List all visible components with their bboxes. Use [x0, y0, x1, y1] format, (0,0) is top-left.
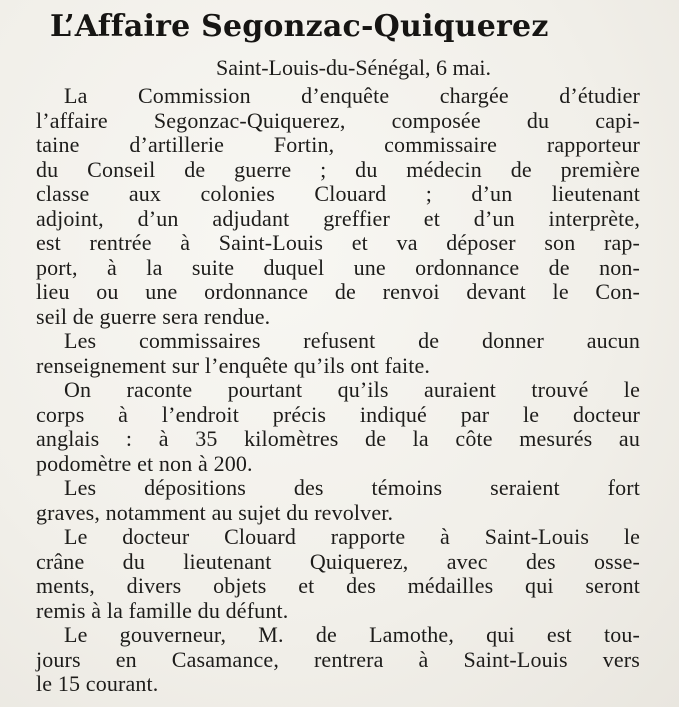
text-line: ments, divers objets et des médailles qui seront [36, 573, 640, 598]
text-line: taine d’artillerie Fortin, commissaire rapporteur [36, 132, 640, 157]
text-line: La Commission d’enquête chargée d’étudier [64, 83, 640, 108]
text-line: corps à l’endroit précis indiqué par le docteur [36, 401, 640, 427]
article-paragraph [36, 623, 640, 697]
text-line: seil de guerre sera rendue. [36, 303, 271, 329]
article-paragraph [36, 476, 640, 525]
text-line: jours en Casamance, rentrera à Saint-Louis vers [36, 646, 640, 672]
text-line: adjoint, d’un adjudant greffier et d’un interprète, [36, 205, 640, 231]
text-line: anglais : à 35 kilomètres de la côte mesurés au [36, 426, 640, 451]
text-line: le 15 courant. [36, 671, 159, 696]
text-line: Le gouverneur, M. de Lamothe, qui est tou- [64, 622, 640, 647]
text-line: Les dépositions des témoins seraient fort [64, 475, 640, 500]
text-line: classe aux colonies Clouard ; d’un lieutenant [36, 181, 640, 206]
text-line: Les commissaires refusent de donner aucun [64, 328, 640, 353]
article-paragraph [36, 84, 640, 329]
article-title: L’Affaire Segonzac-Quiquerez [50, 9, 549, 44]
article-paragraph [36, 525, 640, 623]
article-paragraph [36, 378, 640, 476]
text-line: du Conseil de guerre ; du médecin de première [36, 156, 640, 182]
text-line: remis à la famille du défunt. [36, 597, 289, 623]
text-line: lieu ou une ordonnance de renvoi devant le Con- [36, 279, 640, 304]
article-body [36, 84, 640, 697]
text-line: graves, notamment au sujet du revolver. [36, 499, 394, 525]
article-paragraph [36, 329, 640, 378]
text-line: port, à la suite duquel une ordonnance de non- [36, 254, 640, 280]
text-line: renseignement sur l’enquête qu’ils ont faite. [36, 352, 431, 378]
article-dateline: Saint-Louis-du-Sénégal, 6 mai. [216, 55, 491, 80]
text-line: est rentrée à Saint-Louis et va déposer son rap- [36, 230, 640, 255]
text-line: l’affaire Segonzac-Quiquerez, composée du capi- [36, 107, 640, 133]
text-line: crâne du lieutenant Quiquerez, avec des osse- [36, 548, 640, 574]
text-line: podomètre et non à 200. [36, 450, 253, 476]
text-line: Le docteur Clouard rapporte à Saint-Louis le [64, 524, 640, 549]
text-line: On raconte pourtant qu’ils auraient trouvé le [64, 377, 640, 402]
